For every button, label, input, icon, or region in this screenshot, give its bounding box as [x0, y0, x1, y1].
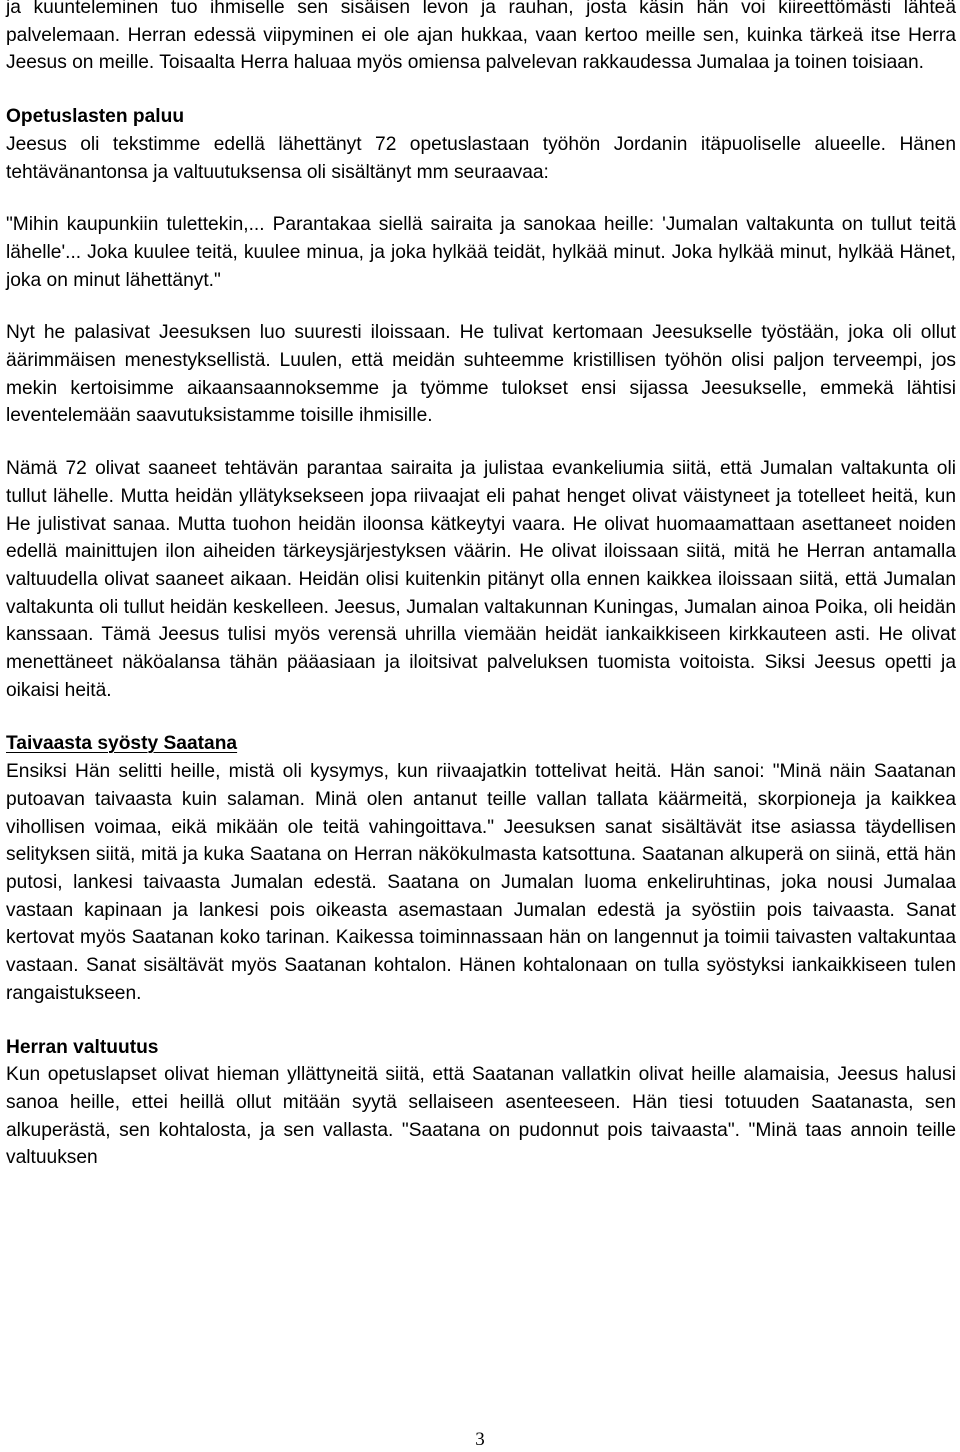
- section-taivaasta-syosty-saatana: [6, 730, 956, 1007]
- body-paragraph: Nyt he palasivat Jeesuksen luo suuresti iloissaan. He tulivat kertomaan Jeesukselle työstään, joka oli ollut äärimmäisen menestyksellistä. Luulen, että meidän suhteemme kristillisen työhön olisi paljon terveempi, jos mekin kertoisimme aikaansaannoksemme ja työmme tulokset ensi sijassa Jeesukselle, emmekä lähtisi leventelemään saavutuksistamme toisille ihmisille.: [6, 322, 956, 427]
- section-herran-valtuutus: [6, 1034, 956, 1173]
- spacer: [6, 77, 956, 103]
- section-heading: Taivaasta syösty Saatana: [6, 733, 238, 755]
- section-opetuslasten-paluu: [6, 103, 956, 704]
- body-paragraph: Kun opetuslapset olivat hieman yllättyneitä siitä, että Saatanan vallatkin olivat heille alamaisia, Jeesus halusi sanoa heille, ettei heillä ollut mitään syytä sellaiseen asenteeseen. Hän tiesi totuuden Saatanasta, sen alkuperästä, sen kohtalosta, ja sen vallasta. "Saatana on pudonnut pois taivaasta". "Minä taas annoin teille valtuuksen: [6, 1064, 956, 1169]
- spacer: [6, 186, 956, 211]
- spacer: [6, 1008, 956, 1034]
- quote-paragraph: "Mihin kaupunkiin tulettekin,... Parantakaa siellä sairaita ja sanokaa heille: 'Jumalan valtakunta on tullut teitä lähelle'... Joka kuulee teitä, kuulee minua, ja joka hylkää teidät, hylkää minut. Joka hylkää minut, hylkää Hänet, joka on minut lähettänyt.": [6, 214, 956, 291]
- spacer: [6, 294, 956, 319]
- body-paragraph: Nämä 72 olivat saaneet tehtävän parantaa sairaita ja julistaa evankeliumia siitä, että Jumalan valtakunta oli tullut lähelle. Mutta heidän yllätyksekseen jopa riivaajat eli pahat henget olivat väistyneet ja totelleet heitä, kun He julistivat sanaa. Mutta tuohon heidän iloonsa kätkeytyi vaara. He olivat huomaamattaan asettaneet noiden edellä mainittujen ilon aiheiden tärkeysjärjestyksen väärin. He olivat iloissaan siitä, mitä he Herran antamalla valtuudella olivat saaneet aikaan. Heidän olisi kuitenkin pitänyt olla ennen kaikkea iloissaan siitä, että Jumalan valtakunta oli tullut heidän keskelleen. Jeesus, Jumalan valtakunnan Kuningas, Jumalan ainoa Poika, oli heidän kanssaan. Tämä Jeesus tulisi myös verensä uhrilla viemään heidät iankaikkiseen kirkkauteen asti. He olivat menettäneet näköalansa tähän pääasiaan ja iloitsivat palveluksen tuomista voitoista. Siksi Jeesus opetti ja oikaisi heitä.: [6, 458, 956, 701]
- section-heading: Opetuslasten paluu: [6, 106, 185, 128]
- page-number: 3: [475, 1429, 485, 1450]
- body-paragraph: Ensiksi Hän selitti heille, mistä oli kysymys, kun riivaajatkin tottelivat heitä. Hän sanoi: "Minä näin Saatanan putoavan taivaasta kuin salaman. Minä olen antanut teille vallan tallata käärmeitä, skorpioneja ja kaikkea vihollisen voimaa, eikä mikään ole teitä vahingoittava." Jeesuksen sanat sisältävät itse asiassa täydellisen selityksen siitä, mitä ja kuka Saatana on Herran näkökulmasta katsottuna. Saatanan alkuperä on siinä, että hän putosi, lankesi taivaasta Jumalan edestä. Saatana on Jumalan luoma enkeliruhtinas, joka nousi Jumalaa vastaan kapinaan ja lankesi pois oikeasta asemastaan Jumalan edestä ja syöstiin pois taivaasta. Sanat kertovat myös Saatanan koko tarinan. Kaikessa toiminnassaan hän on langennut ja toimii taivasten valtakuntaa vastaan. Sanat sisältävät myös Saatanan kohtalon. Hänen kohtalonaan on tulla syöstyksi iankaikkiseen tulen rangaistukseen.: [6, 761, 956, 1004]
- section-heading: Herran valtuutus: [6, 1036, 159, 1058]
- spacer: [6, 430, 956, 455]
- intro-paragraph: ja kuunteleminen tuo ihmiselle sen sisäisen levon ja rauhan, josta käsin hän voi kiireettömästi lähteä palvelemaan. Herran edessä viipyminen ei ole ajan hukkaa, vaan kertoo meille sen, kuinka tärkeä itse Herra Jeesus on meille. Toisaalta Herra haluaa myös omiensa palvelevan rakkaudessa Jumalaa ja toinen toisiaan.: [6, 0, 956, 74]
- body-paragraph: Jeesus oli tekstimme edellä lähettänyt 72 opetuslastaan työhön Jordanin itäpuoliselle alueelle. Hänen tehtävänantonsa ja valtuutuksensa oli sisältänyt mm seuraavaa:: [6, 133, 956, 183]
- document-page: [6, 0, 956, 1172]
- spacer: [6, 704, 956, 730]
